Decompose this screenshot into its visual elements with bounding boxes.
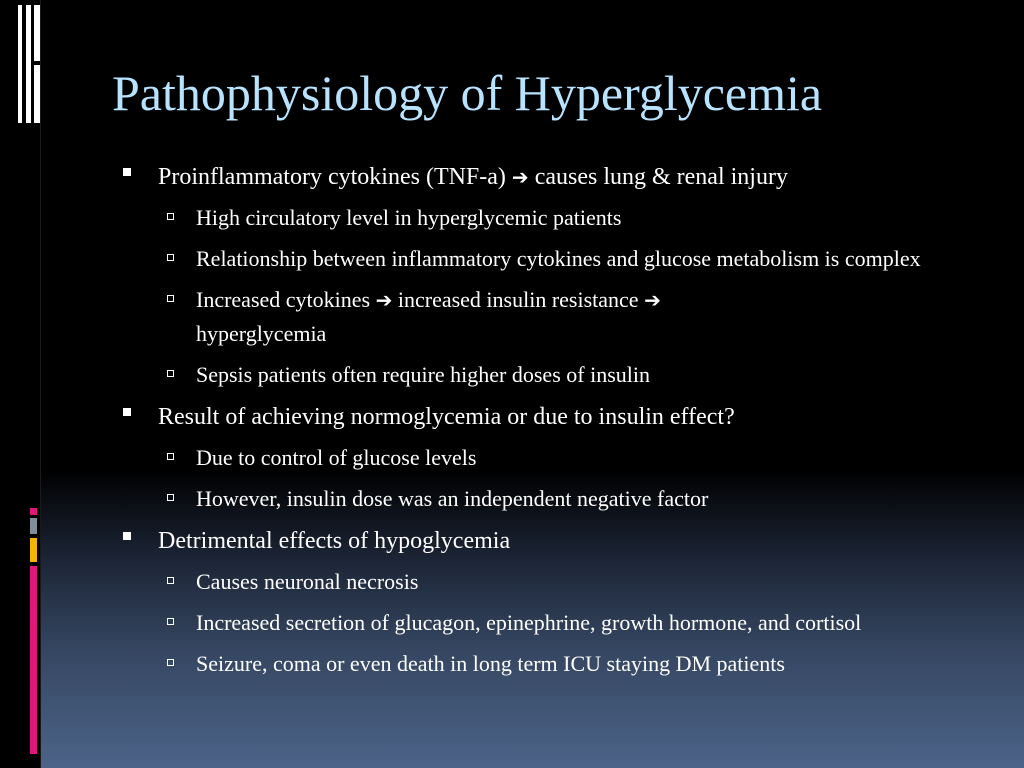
accent-bar-yellow <box>30 538 37 562</box>
sub-bullet-text: Sepsis patients often require higher doses of insulin <box>196 362 650 387</box>
left-divider-line <box>40 0 41 768</box>
slide-title: Pathophysiology of Hyperglycemia <box>112 65 823 121</box>
sub-bullet-text: High circulatory level in hyperglycemic patients <box>196 205 622 230</box>
bullet-text: causes lung & renal injury <box>534 164 788 190</box>
sub-bullet-text: Seizure, coma or even death in long term ICU staying DM patients <box>196 651 785 676</box>
accent-bar-pink-small <box>30 508 37 515</box>
sub-bullet-text: Relationship between inflammatory cytokines and glucose metabolism is complex <box>196 246 921 271</box>
accent-bar-gray <box>30 518 37 534</box>
sub-bullet-item <box>122 358 1002 392</box>
arrow-right-icon: ➔ <box>644 288 661 312</box>
bullet-text: Detrimental effects of hypoglycemia <box>158 528 511 554</box>
sub-bullet-text: hyperglycemia <box>196 321 327 346</box>
sub-bullet-text: increased insulin resistance <box>397 287 639 312</box>
window-pane-icon <box>18 5 40 123</box>
hollow-square-bullet-icon <box>167 453 174 460</box>
hollow-square-bullet-icon <box>167 295 174 302</box>
sub-bullet-item <box>122 647 1002 681</box>
bullet-list <box>122 160 1002 681</box>
hollow-square-bullet-icon <box>167 254 174 261</box>
hollow-square-bullet-icon <box>167 370 174 377</box>
sub-bullet-text: Causes neuronal necrosis <box>196 569 419 594</box>
hollow-square-bullet-icon <box>167 618 174 625</box>
sub-bullet-text: However, insulin dose was an independent negative factor <box>196 486 709 511</box>
hollow-square-bullet-icon <box>167 577 174 584</box>
bullet-item <box>122 400 1002 434</box>
square-bullet-icon <box>123 532 131 540</box>
bullet-item <box>122 524 1002 558</box>
hollow-square-bullet-icon <box>167 213 174 220</box>
square-bullet-icon <box>123 408 131 416</box>
sub-bullet-item <box>122 606 1002 640</box>
sub-bullet-item <box>122 242 1002 276</box>
sub-bullet-text: Increased secretion of glucagon, epinephrine, growth hormone, and cortisol <box>196 610 862 635</box>
arrow-right-icon: ➔ <box>375 288 393 312</box>
bullet-text: Proinflammatory cytokines (TNF-a) <box>158 164 506 190</box>
sub-bullet-item <box>122 482 1002 516</box>
hollow-square-bullet-icon <box>167 494 174 501</box>
accent-bar-pink-large <box>30 566 37 754</box>
bullet-item <box>122 160 1002 194</box>
sub-bullet-item <box>122 201 1002 235</box>
sub-bullet-item <box>122 441 1002 475</box>
arrow-right-icon: ➔ <box>511 165 529 189</box>
sub-bullet-item <box>122 565 1002 599</box>
square-bullet-icon <box>123 168 131 176</box>
sub-bullet-item <box>122 283 1002 351</box>
sub-bullet-text: Due to control of glucose levels <box>196 445 477 470</box>
hollow-square-bullet-icon <box>167 659 174 666</box>
sub-bullet-text: Increased cytokines <box>196 287 371 312</box>
bullet-text: Result of achieving normoglycemia or due to insulin effect? <box>158 404 735 430</box>
